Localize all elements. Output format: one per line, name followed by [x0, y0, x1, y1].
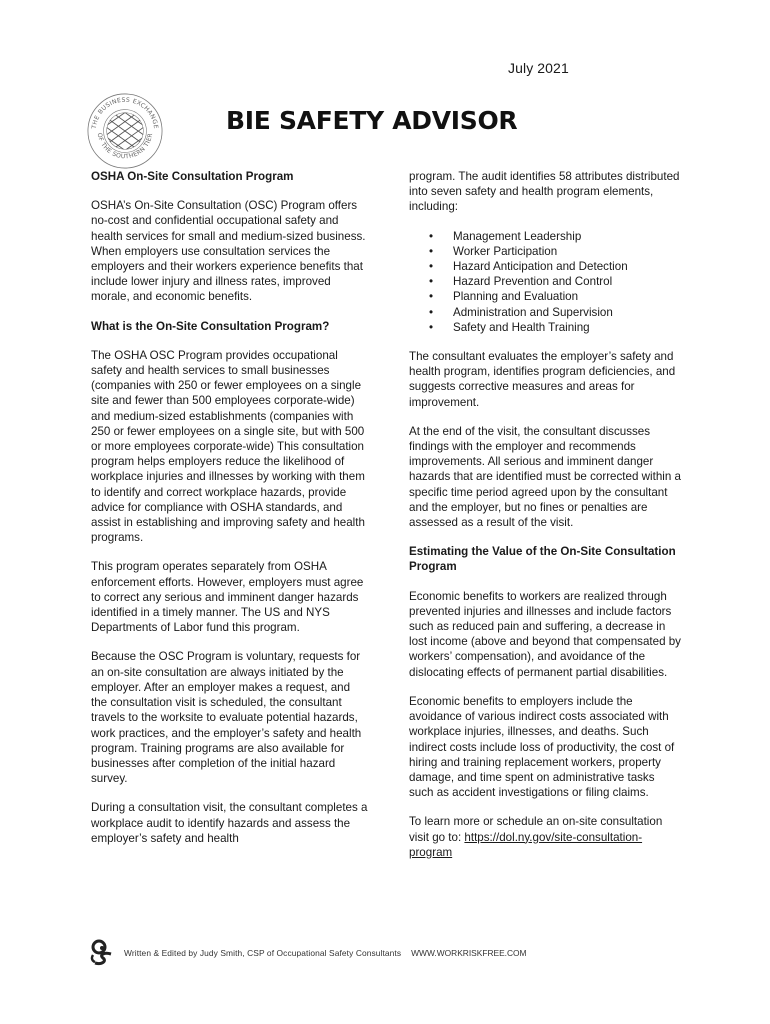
paragraph: At the end of the visit, the consultant discusses findings with the employer and recommends improvements. All serious and imminent danger hazards that are identified must be corrected within a specific time period agreed upon by the consultant and the employer, but no fines or penalties are assessed as a result of the visit.: [409, 424, 681, 530]
section-heading-what-is: What is the On-Site Consultation Program?: [91, 319, 330, 333]
paragraph: program. The audit identifies 58 attributes distributed into seven safety and health program elements, including:: [409, 170, 680, 214]
learn-more-text: To learn more or schedule an on-site consultation visit go to:: [409, 815, 663, 844]
globe-seal-icon: [86, 92, 164, 170]
list-item: • Safety and Health Training: [409, 320, 681, 335]
right-column: [409, 169, 681, 874]
paragraph: This program operates separately from OSHA enforcement efforts. However, employers must agree to correct any serious and imminent danger hazards identified in a timely manner. The US and NYS Departments of Labor fund this program.: [91, 560, 364, 635]
paragraph: Because the OSC Program is voluntary, requests for an on-site consultation are always initiated by the employer. After an employer makes a request, and the consultation visit is scheduled, the consultant travels to the worksite to evaluate potential hazards, work practices, and the employer’s safety and health program. Training programs are also available for businesses after completion of the initial hazard survey.: [91, 650, 362, 786]
list-item: • Administration and Supervision: [409, 305, 681, 320]
osc-logo-icon: [90, 939, 116, 967]
footer-website[interactable]: WWW.WORKRISKFREE.COM: [411, 948, 527, 958]
list-item: • Management Leadership: [409, 229, 681, 244]
footer: [90, 938, 527, 968]
consultation-link[interactable]: https://dol.ny.gov/site-consultation-program: [409, 830, 643, 859]
list-item: • Planning and Evaluation: [409, 289, 681, 304]
paragraph: Economic benefits to employers include the avoidance of various indirect costs associated with workplace injuries, illnesses, and deaths. Such indirect costs include loss of productivity, the cost of hiring and training replacement workers, property damage, and time spent on administrative tasks such as accident investigations or filing claims.: [409, 694, 675, 800]
svg-text:THE BUSINESS EXCHANGE: THE BUSINESS EXCHANGE: [90, 96, 160, 130]
program-elements-list: [409, 229, 681, 335]
issue-date: July 2021: [508, 60, 569, 76]
paragraph: The OSHA OSC Program provides occupational safety and health services to small businesses (companies with 250 or fewer employees on a single site and fewer than 500 employees corporate-wide) and medium-sized establishments (companies with 250 or fewer employees on a single site, but with 500 or more employees corporate-wide) This consultation program helps employers reduce the likelihood of workplace injuries and illnesses by working with them to identify and correct workplace hazards, provide advice for compliance with OSHA standards, and assist in establishing and improving safety and health programs.: [91, 348, 365, 545]
section-heading-estimating-value: Estimating the Value of the On-Site Consultation Program: [409, 545, 676, 574]
list-item: • Hazard Prevention and Control: [409, 274, 681, 289]
svg-text:OF THE SOUTHERN TIER: OF THE SOUTHERN TIER: [95, 132, 155, 161]
paragraph: The consultant evaluates the employer’s safety and health program, identifies program deficiencies, and suggests corrective measures and areas for improvement.: [409, 350, 676, 409]
list-item: • Hazard Anticipation and Detection: [409, 259, 681, 274]
footer-credit: Written & Edited by Judy Smith, CSP of Occupational Safety Consultants: [124, 948, 402, 958]
paragraph: During a consultation visit, the consultant completes a workplace audit to identify hazards and assess the employer’s safety and health: [91, 801, 368, 845]
list-item: • Worker Participation: [409, 244, 681, 259]
paragraph: Economic benefits to workers are realized through prevented injuries and illnesses and include factors such as reduced pain and suffering, a decrease in lost income (above and beyond that compensated by workers’ compensation), and avoidance of the dislocating effects of permanent partial disabilities.: [409, 589, 681, 679]
left-column: [91, 169, 369, 860]
section-heading-osc-program: OSHA On-Site Consultation Program: [91, 170, 294, 183]
paragraph: OSHA’s On-Site Consultation (OSC) Program offers no-cost and confidential occupational safety and health services for small and medium-sized business. When employers use consultation services the employers and their workers experience benefits that include lower injury and illness rates, improved morale, and economic benefits.: [91, 199, 366, 304]
learn-more-paragraph: [409, 814, 681, 860]
newsletter-title: BIE SAFETY ADVISOR: [226, 106, 518, 135]
